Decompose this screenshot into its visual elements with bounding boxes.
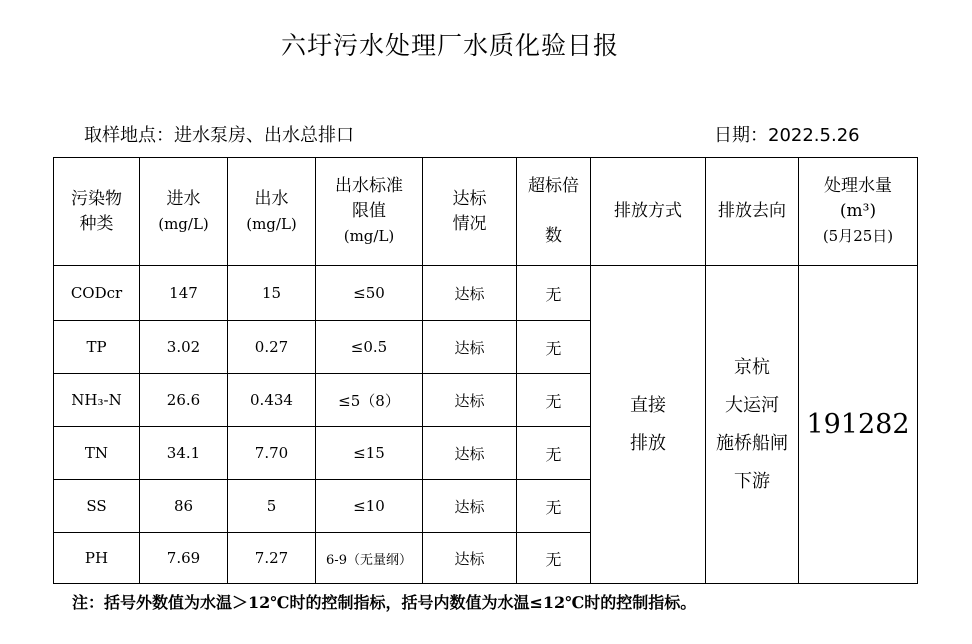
discharge-method-cell: 直接 排放 xyxy=(591,266,706,584)
footnote: 注：括号外数值为水温＞12℃时的控制指标，括号内数值为水温≤12℃时的控制指标。 xyxy=(72,593,697,612)
cell-influent: 86 xyxy=(140,480,228,533)
header-pollutant: 污染物 种类 xyxy=(54,158,140,266)
cell-limit: ≤0.5 xyxy=(316,321,423,374)
water-quality-table xyxy=(53,157,918,584)
cell-status: 达标 xyxy=(423,533,517,584)
cell-exceed: 无 xyxy=(517,480,591,533)
cell-item: TN xyxy=(54,427,140,480)
cell-effluent: 7.70 xyxy=(228,427,316,480)
cell-exceed: 无 xyxy=(517,266,591,321)
cell-limit: ≤10 xyxy=(316,480,423,533)
cell-influent: 3.02 xyxy=(140,321,228,374)
cell-effluent: 0.27 xyxy=(228,321,316,374)
cell-limit: 6-9（无量纲） xyxy=(316,533,423,584)
cell-limit: ≤5（8） xyxy=(316,374,423,427)
report-date: 日期：2022.5.26 xyxy=(714,125,860,146)
header-limit: 出水标准 限值 (mg/L) xyxy=(316,158,423,266)
cell-effluent: 7.27 xyxy=(228,533,316,584)
cell-status: 达标 xyxy=(423,266,517,321)
cell-item: CODcr xyxy=(54,266,140,321)
cell-status: 达标 xyxy=(423,321,517,374)
cell-influent: 7.69 xyxy=(140,533,228,584)
header-compliance: 达标 情况 xyxy=(423,158,517,266)
cell-exceed: 无 xyxy=(517,427,591,480)
header-influent: 进水 (mg/L) xyxy=(140,158,228,266)
cell-item: TP xyxy=(54,321,140,374)
cell-effluent: 0.434 xyxy=(228,374,316,427)
cell-influent: 26.6 xyxy=(140,374,228,427)
cell-effluent: 5 xyxy=(228,480,316,533)
header-discharge-dest: 排放去向 xyxy=(706,158,799,266)
cell-limit: ≤50 xyxy=(316,266,423,321)
header-discharge-method: 排放方式 xyxy=(591,158,706,266)
cell-influent: 147 xyxy=(140,266,228,321)
sampling-location: 取样地点：进水泵房、出水总排口 xyxy=(84,125,354,146)
discharge-destination-cell: 京杭 大运河 施桥船闸 下游 xyxy=(706,266,799,584)
header-exceed: 超标倍 数 xyxy=(517,158,591,266)
cell-status: 达标 xyxy=(423,480,517,533)
treated-volume-cell: 191282 xyxy=(799,266,918,584)
header-volume: 处理水量 (m³) (5月25日) xyxy=(799,158,918,266)
cell-influent: 34.1 xyxy=(140,427,228,480)
page-title: 六圩污水处理厂水质化验日报 xyxy=(280,31,619,60)
cell-item: PH xyxy=(54,533,140,584)
cell-status: 达标 xyxy=(423,374,517,427)
cell-exceed: 无 xyxy=(517,374,591,427)
cell-limit: ≤15 xyxy=(316,427,423,480)
cell-exceed: 无 xyxy=(517,321,591,374)
cell-item: SS xyxy=(54,480,140,533)
cell-effluent: 15 xyxy=(228,266,316,321)
table-row xyxy=(54,266,918,321)
cell-item: NH₃-N xyxy=(54,374,140,427)
cell-status: 达标 xyxy=(423,427,517,480)
header-effluent: 出水 (mg/L) xyxy=(228,158,316,266)
table-header-row xyxy=(54,158,918,266)
cell-exceed: 无 xyxy=(517,533,591,584)
